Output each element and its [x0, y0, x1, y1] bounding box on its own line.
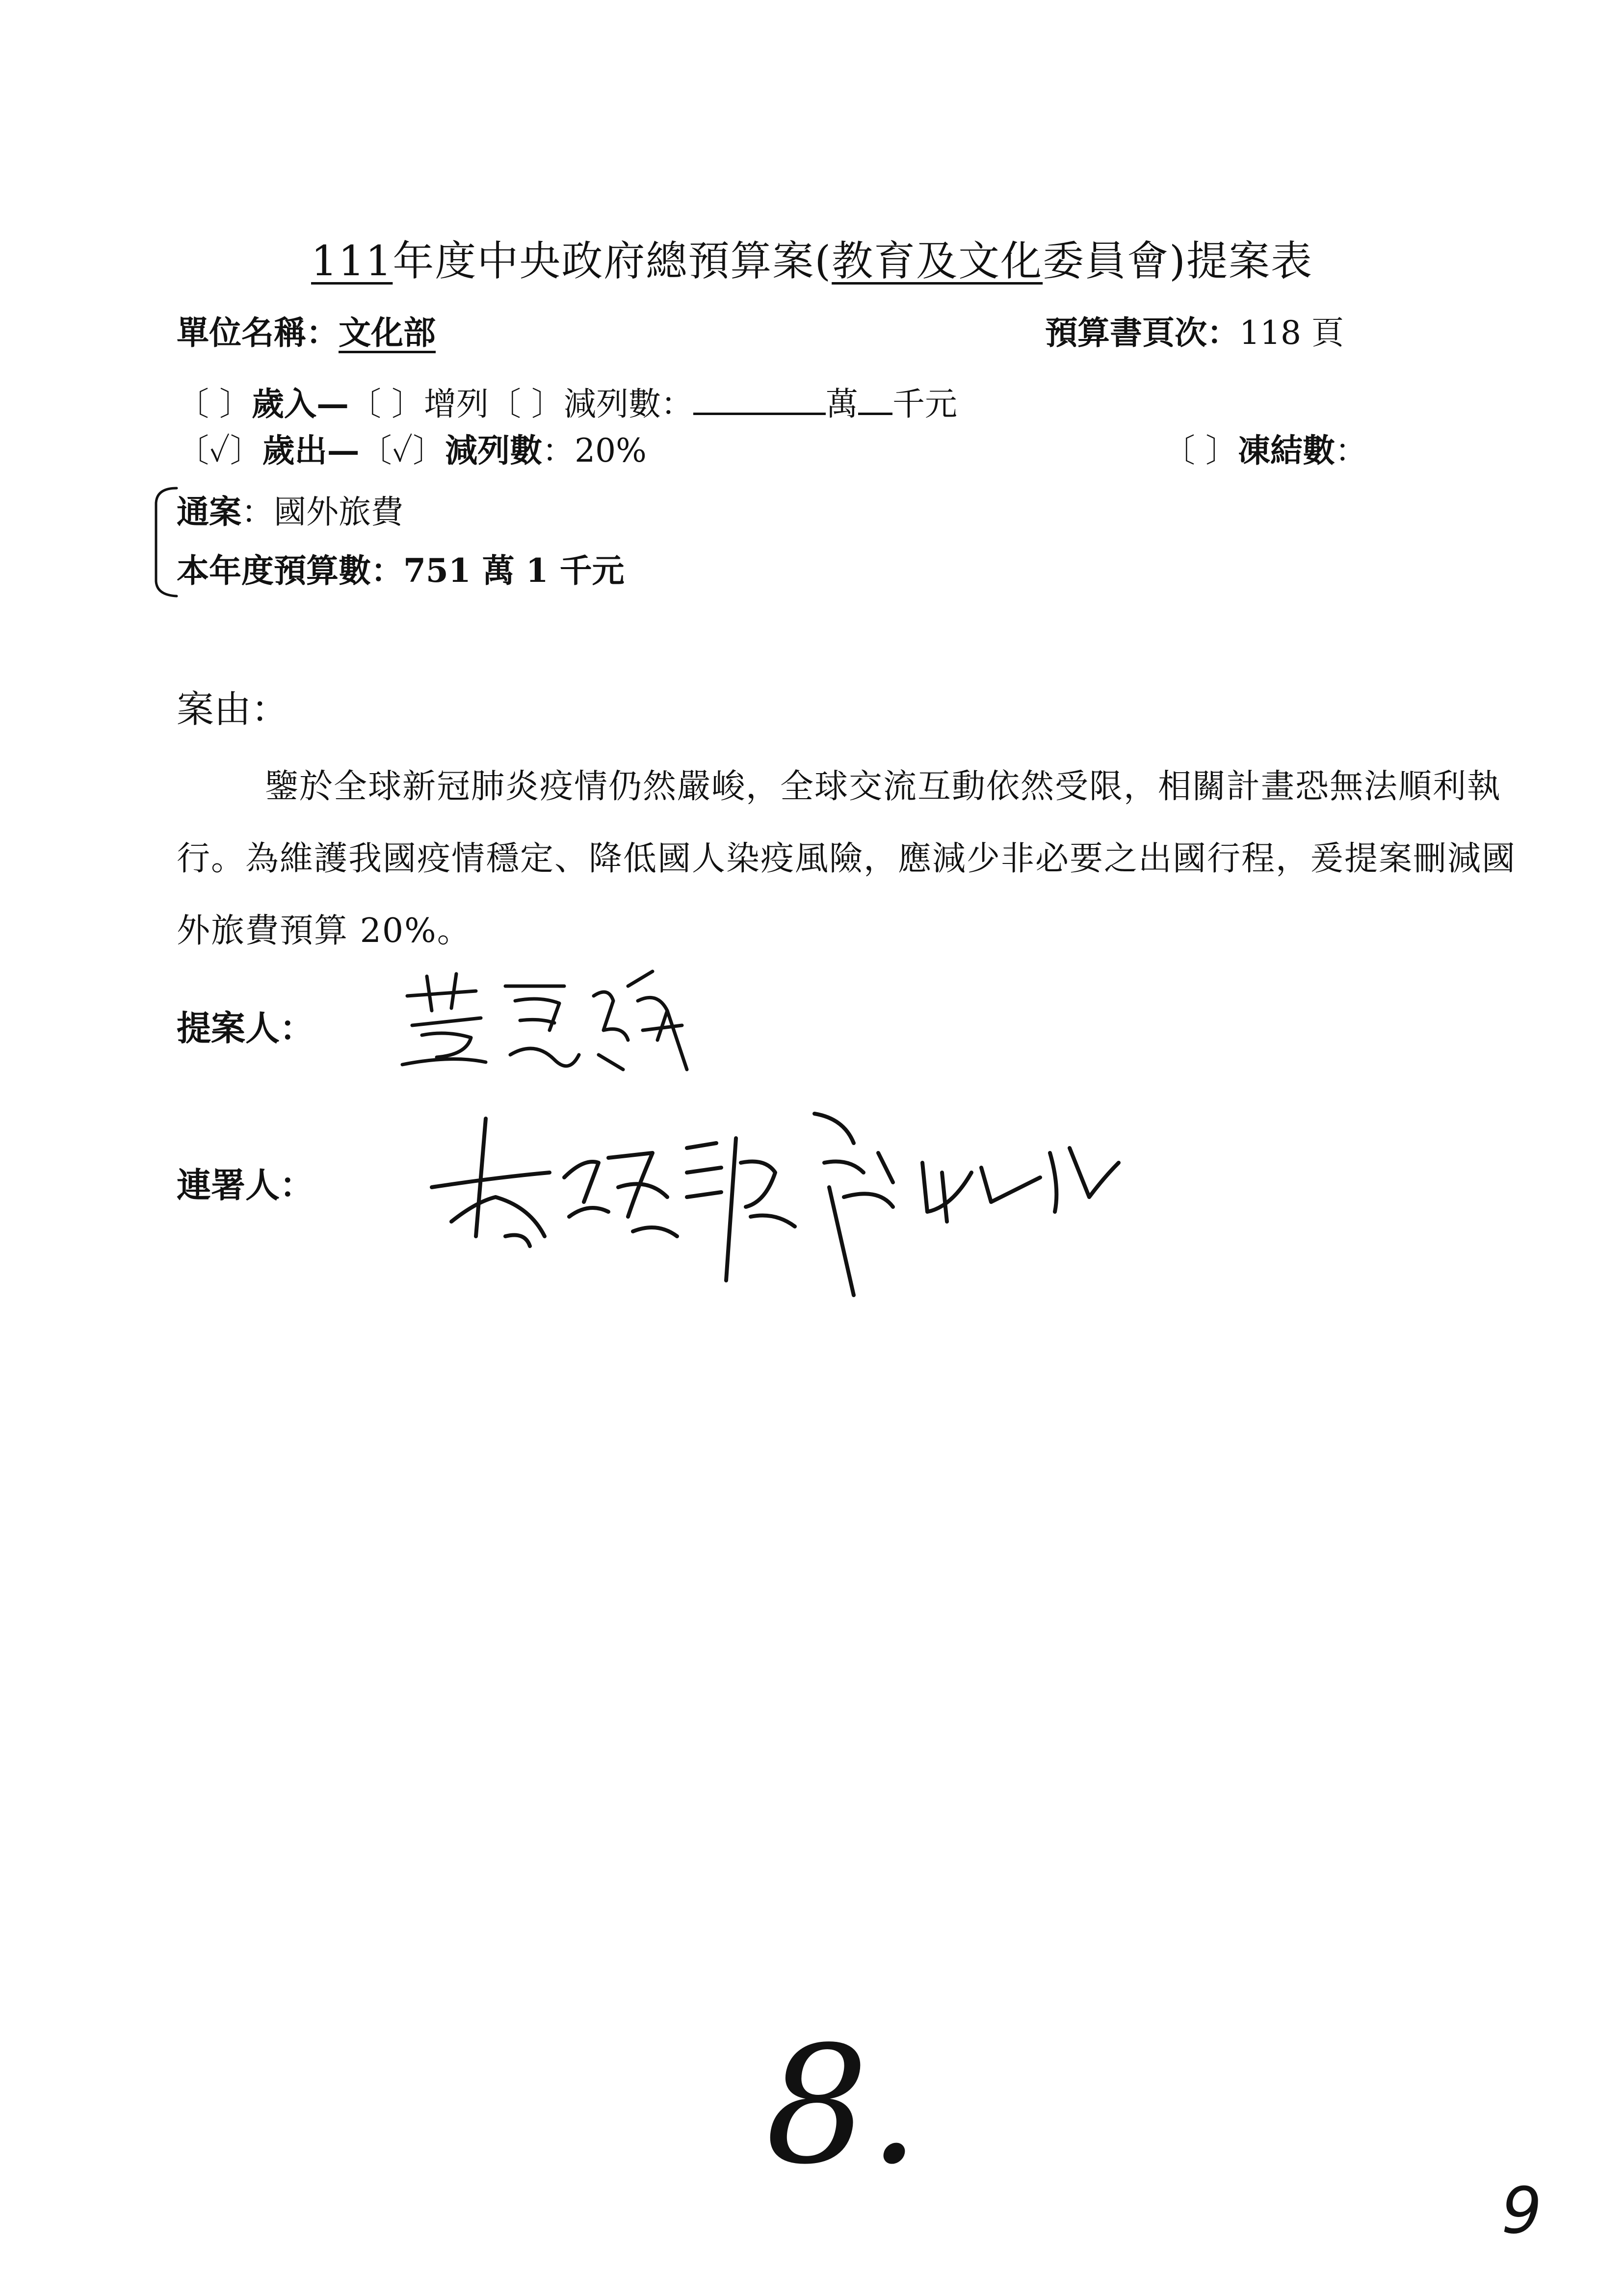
reason-text: 鑒於全球新冠肺炎疫情仍然嚴峻，全球交流互動依然受限，相關計畫恐無法順利執行。為維護我國疫情穩定、降低國人染疫風險，應減少非必要之出國行程，爰提案刪減國外旅費預算 20%。: [177, 767, 1517, 950]
increase-checkbox: 〔 〕: [348, 385, 424, 423]
expenditure-checkbox: 〔✓〕: [177, 432, 262, 470]
case-row: [177, 486, 403, 532]
expenditure-line: [177, 424, 647, 471]
expenditure-decrease-checkbox: 〔✓〕: [359, 432, 445, 470]
decrease-label: 減列數：: [563, 385, 693, 423]
unit-label: 單位名稱：: [177, 313, 339, 352]
case-value: ：國外旅費: [241, 493, 403, 531]
title-post: 委員會)提案表: [1043, 237, 1313, 285]
cosigner-signatures: [422, 1089, 1133, 1310]
wan-label: 萬: [825, 385, 858, 423]
document-title: [0, 228, 1624, 287]
increase-label: 增列: [423, 385, 489, 423]
freeze-checkbox: 〔 〕: [1163, 432, 1238, 470]
freeze-label: 凍結數: [1237, 431, 1335, 470]
reason-heading: 案由：: [177, 687, 288, 731]
budget-row: [177, 545, 625, 591]
title-year: 111: [311, 237, 393, 285]
page-ref-value: 118 頁: [1239, 314, 1344, 352]
cosigners-label: 連署人：: [177, 1165, 314, 1205]
revenue-label: 歲入—: [251, 385, 349, 423]
expenditure-label: 歲出—: [262, 431, 360, 470]
unit-value: 文化部: [339, 313, 436, 352]
page-ref-row: [1045, 307, 1344, 353]
page-number: 9: [1501, 2173, 1542, 2248]
budget-label: 本年度預算數：: [177, 551, 403, 590]
proposer-signature: [393, 957, 711, 1084]
title-pre: 年度中央政府總預算案(: [393, 237, 832, 285]
expenditure-decrease-label: 減列數: [445, 431, 543, 470]
amount-blank: [693, 383, 826, 415]
decrease-checkbox: 〔 〕: [488, 385, 564, 423]
thousand-blank: [858, 383, 892, 415]
unit-name-row: [177, 307, 436, 353]
qian-label: 千元: [892, 385, 957, 423]
freeze-row: [1163, 424, 1367, 471]
budget-value: 751 萬 1 千元: [403, 551, 625, 590]
handwritten-number: 8.: [765, 2011, 920, 2200]
title-committee: 教育及文化: [832, 237, 1043, 285]
freeze-colon: ：: [1335, 432, 1367, 470]
case-label: 通案: [177, 493, 241, 531]
proposer-label: 提案人：: [177, 1008, 314, 1048]
revenue-line: [177, 378, 957, 424]
expenditure-decrease-value: ：20%: [542, 432, 647, 470]
revenue-checkbox: 〔 〕: [177, 385, 252, 423]
page-ref-label: 預算書頁次：: [1045, 313, 1239, 352]
